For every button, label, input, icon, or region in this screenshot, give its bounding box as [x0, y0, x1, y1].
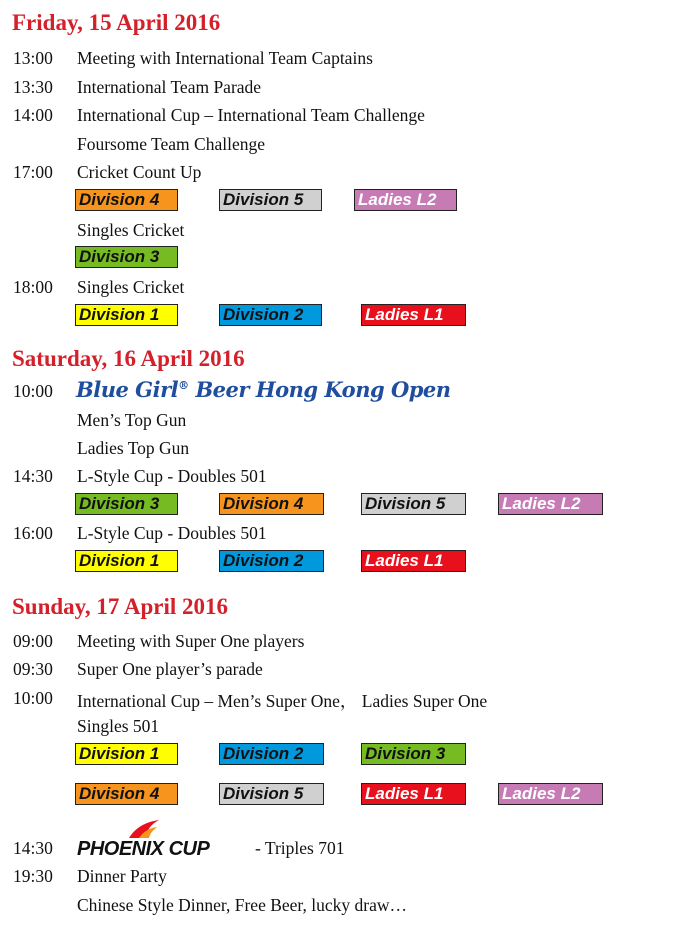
- badge-ladies-l2: Ladies L2: [498, 493, 603, 515]
- event-time: 14:30: [13, 466, 53, 486]
- badge-division-1: Division 1: [75, 304, 178, 326]
- event-text: L-Style Cup - Doubles 501: [77, 466, 267, 486]
- badge-division-5: Division 5: [361, 493, 466, 515]
- event-text: Foursome Team Challenge: [77, 134, 265, 154]
- event-text: International Cup – International Team Challenge: [77, 105, 425, 125]
- day-heading-sunday: Sunday, 17 April 2016: [12, 594, 229, 619]
- event-time: 17:00: [13, 162, 53, 182]
- event-text: Cricket Count Up: [77, 162, 202, 182]
- day-heading-saturday: Saturday, 16 April 2016: [12, 346, 245, 371]
- badge-ladies-l2: Ladies L2: [498, 783, 603, 805]
- event-text: Meeting with International Team Captains: [77, 48, 373, 68]
- event-text: L-Style Cup - Doubles 501: [77, 523, 267, 543]
- badge-division-2: Division 2: [219, 550, 324, 572]
- badge-ladies-l1: Ladies L1: [361, 304, 466, 326]
- event-text: Singles Cricket: [77, 277, 185, 297]
- badge-division-4: Division 4: [75, 189, 178, 211]
- badge-division-4: Division 4: [219, 493, 324, 515]
- event-text: - Triples 701: [255, 838, 345, 858]
- badge-division-5: Division 5: [219, 189, 322, 211]
- brand-event: Beer Hong Kong Open: [195, 377, 451, 402]
- day-heading-friday: Friday, 15 April 2016: [12, 10, 221, 35]
- badge-division-3: Division 3: [75, 246, 178, 268]
- event-time: 13:30: [13, 77, 53, 97]
- event-time: 09:00: [13, 631, 53, 651]
- event-text: Chinese Style Dinner, Free Beer, lucky draw…: [77, 895, 408, 915]
- event-text: Ladies Top Gun: [77, 438, 190, 458]
- badge-ladies-l2: Ladies L2: [354, 189, 457, 211]
- event-time: 18:00: [13, 277, 53, 297]
- event-time: 13:00: [13, 48, 53, 68]
- phoenix-cup-wordmark: PHOENIX CUP: [77, 838, 210, 860]
- badge-division-1: Division 1: [75, 550, 178, 572]
- blue-girl-beer-hk-open-title: [76, 377, 451, 402]
- event-text: International Team Parade: [77, 77, 262, 97]
- brand-name: Blue Girl: [76, 377, 179, 402]
- event-text: International Cup – Men’s Super One， Ladies Super One: [77, 691, 488, 711]
- event-text: Meeting with Super One players: [77, 631, 305, 651]
- phoenix-cup-logo: [77, 818, 247, 860]
- event-time: 16:00: [13, 523, 53, 543]
- event-time: 10:00: [13, 381, 53, 401]
- phoenix-flame-icon: [77, 818, 247, 840]
- badge-ladies-l1: Ladies L1: [361, 783, 466, 805]
- event-time: 10:00: [13, 688, 53, 708]
- badge-division-4: Division 4: [75, 783, 178, 805]
- event-time: 09:30: [13, 659, 53, 679]
- event-text: Dinner Party: [77, 866, 167, 886]
- badge-division-5: Division 5: [219, 783, 324, 805]
- event-text: Super One player’s parade: [77, 659, 263, 679]
- badge-division-1: Division 1: [75, 743, 178, 765]
- event-time: 14:30: [13, 838, 53, 858]
- event-time: 14:00: [13, 105, 53, 125]
- badge-division-3: Division 3: [361, 743, 466, 765]
- event-text: Singles Cricket: [77, 220, 185, 240]
- event-time: 19:30: [13, 866, 53, 886]
- badge-division-2: Division 2: [219, 743, 324, 765]
- registered-mark: ®: [178, 379, 189, 392]
- badge-division-3: Division 3: [75, 493, 178, 515]
- event-text: Men’s Top Gun: [77, 410, 187, 430]
- event-text: Singles 501: [77, 716, 160, 736]
- badge-division-2: Division 2: [219, 304, 322, 326]
- badge-ladies-l1: Ladies L1: [361, 550, 466, 572]
